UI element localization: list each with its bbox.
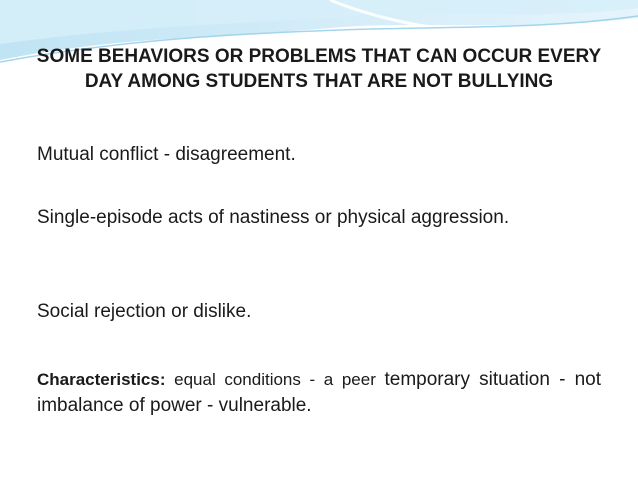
characteristics-text-rest: temporary situation - not imbalance of power - vulnerable.	[37, 369, 602, 416]
item-social-rejection: Social rejection or dislike.	[37, 301, 252, 322]
item-single-episode: Single-episode acts of nastiness or physical aggression.	[37, 207, 510, 228]
characteristics-label: Characteristics:	[37, 370, 166, 389]
characteristics-text-small: equal conditions - a peer	[165, 370, 385, 389]
slide-title: SOME BEHAVIORS OR PROBLEMS THAT CAN OCCUR EVERY DAY AMONG STUDENTS THAT ARE NOT BULLYING	[36, 46, 602, 92]
characteristics-paragraph	[37, 367, 601, 419]
item-mutual-conflict: Mutual conflict - disagreement.	[37, 144, 296, 165]
